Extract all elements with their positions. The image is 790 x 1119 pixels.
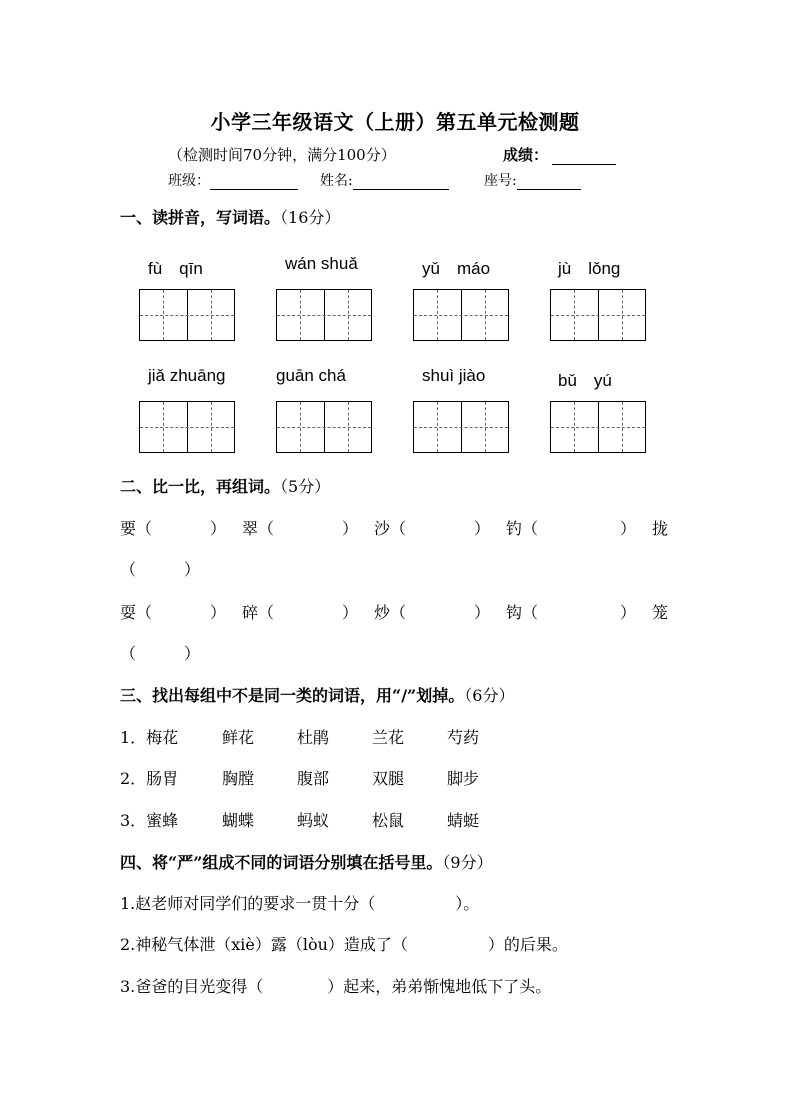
compare-item: ） — [620, 603, 637, 622]
compare-item: 翠（ — [242, 519, 275, 538]
page-title: 小学三年级语文（上册）第五单元检测题 — [210, 110, 580, 134]
word-item[interactable]: 腹部 — [297, 769, 330, 788]
compare-item: ） — [474, 519, 491, 538]
word-item[interactable]: 蜻蜓 — [447, 811, 480, 830]
pinyin-shuijiao: shuì jiào — [422, 366, 486, 385]
compare-item: 笼 — [652, 603, 669, 622]
compare-item: 碎（ — [242, 603, 275, 622]
seat-label: 座号: — [484, 173, 517, 189]
word-item[interactable]: 脚步 — [447, 769, 480, 788]
section2-heading: 二、比一比，再组词。（5分） — [120, 477, 331, 496]
score-blank[interactable] — [552, 150, 616, 165]
compare-item: ） — [210, 519, 227, 538]
pinyin-guancha: guān chá — [276, 366, 346, 385]
pinyin-fuqin: fù qīn — [148, 259, 203, 278]
fill-sentence[interactable]: 1.赵老师对同学们的要求一贯十分（ ）。 — [120, 894, 480, 913]
class-label: 班级： — [168, 173, 210, 189]
compare-item: 钓（ — [506, 519, 539, 538]
word-item[interactable]: 杜鹃 — [297, 728, 330, 747]
writing-grid[interactable] — [413, 289, 509, 341]
pinyin-jiazhuang: jiǎ zhuāng — [148, 366, 226, 385]
pinyin-wanshua: wán shuǎ — [285, 254, 358, 273]
word-item[interactable]: 2．肠胃 — [120, 769, 179, 788]
section4-heading: 四、将“严”组成不同的词语分别填在括号里。（9分） — [120, 853, 493, 872]
pinyin-buyu: bǔ yú — [558, 371, 612, 390]
compare-item: ） — [474, 603, 491, 622]
word-item[interactable]: 兰花 — [372, 728, 405, 747]
compare-item-cont: （ ） — [120, 560, 201, 579]
time-note: （检测时间70分钟，满分100分） — [168, 146, 396, 164]
section3-heading: 三、找出每组中不是同一类的词语，用“/”划掉。（6分） — [120, 686, 515, 705]
fill-sentence[interactable]: 3.爸爸的目光变得（ ）起来，弟弟惭愧地低下了头。 — [120, 977, 552, 996]
pinyin-yumao: yǔ máo — [422, 259, 491, 278]
compare-item: ） — [342, 603, 359, 622]
writing-grid[interactable] — [550, 289, 646, 341]
writing-grid[interactable] — [413, 401, 509, 453]
fill-sentence[interactable]: 2.神秘气体泄（xiè）露（lòu）造成了（ ）的后果。 — [120, 935, 568, 954]
word-item[interactable]: 1．梅花 — [120, 728, 179, 747]
class-blank[interactable] — [210, 175, 298, 190]
word-item[interactable]: 双腿 — [372, 769, 405, 788]
name-blank[interactable] — [353, 175, 449, 190]
word-item[interactable]: 芍药 — [447, 728, 480, 747]
compare-item: 拢 — [652, 519, 669, 538]
seat-blank[interactable] — [517, 175, 581, 190]
word-item[interactable]: 3．蜜蜂 — [120, 811, 179, 830]
class-field[interactable] — [168, 170, 298, 190]
compare-item: ） — [342, 519, 359, 538]
word-item[interactable]: 鲜花 — [222, 728, 255, 747]
pinyin-julong: jù lǒng — [558, 259, 621, 278]
word-item[interactable]: 蚂蚁 — [297, 811, 330, 830]
compare-item: 耍（ — [120, 603, 153, 622]
writing-grid[interactable] — [276, 289, 372, 341]
compare-item: 要（ — [120, 519, 153, 538]
word-item[interactable]: 胸膛 — [222, 769, 255, 788]
seat-field[interactable] — [484, 170, 581, 190]
writing-grid[interactable] — [276, 401, 372, 453]
compare-item: 沙（ — [374, 519, 407, 538]
name-field[interactable] — [320, 170, 449, 190]
compare-item: 炒（ — [374, 603, 407, 622]
compare-item-cont: （ ） — [120, 644, 201, 663]
score-field[interactable] — [503, 144, 616, 165]
writing-grid[interactable] — [139, 401, 235, 453]
compare-item: ） — [210, 603, 227, 622]
writing-grid[interactable] — [550, 401, 646, 453]
section1-heading: 一、读拼音，写词语。（16分） — [120, 208, 341, 227]
score-label: 成绩： — [503, 146, 549, 164]
word-item[interactable]: 松鼠 — [372, 811, 405, 830]
word-item[interactable]: 蝴蝶 — [222, 811, 255, 830]
writing-grid[interactable] — [139, 289, 235, 341]
compare-item: 钩（ — [506, 603, 539, 622]
compare-item: ） — [620, 519, 637, 538]
name-label: 姓名: — [320, 173, 353, 189]
